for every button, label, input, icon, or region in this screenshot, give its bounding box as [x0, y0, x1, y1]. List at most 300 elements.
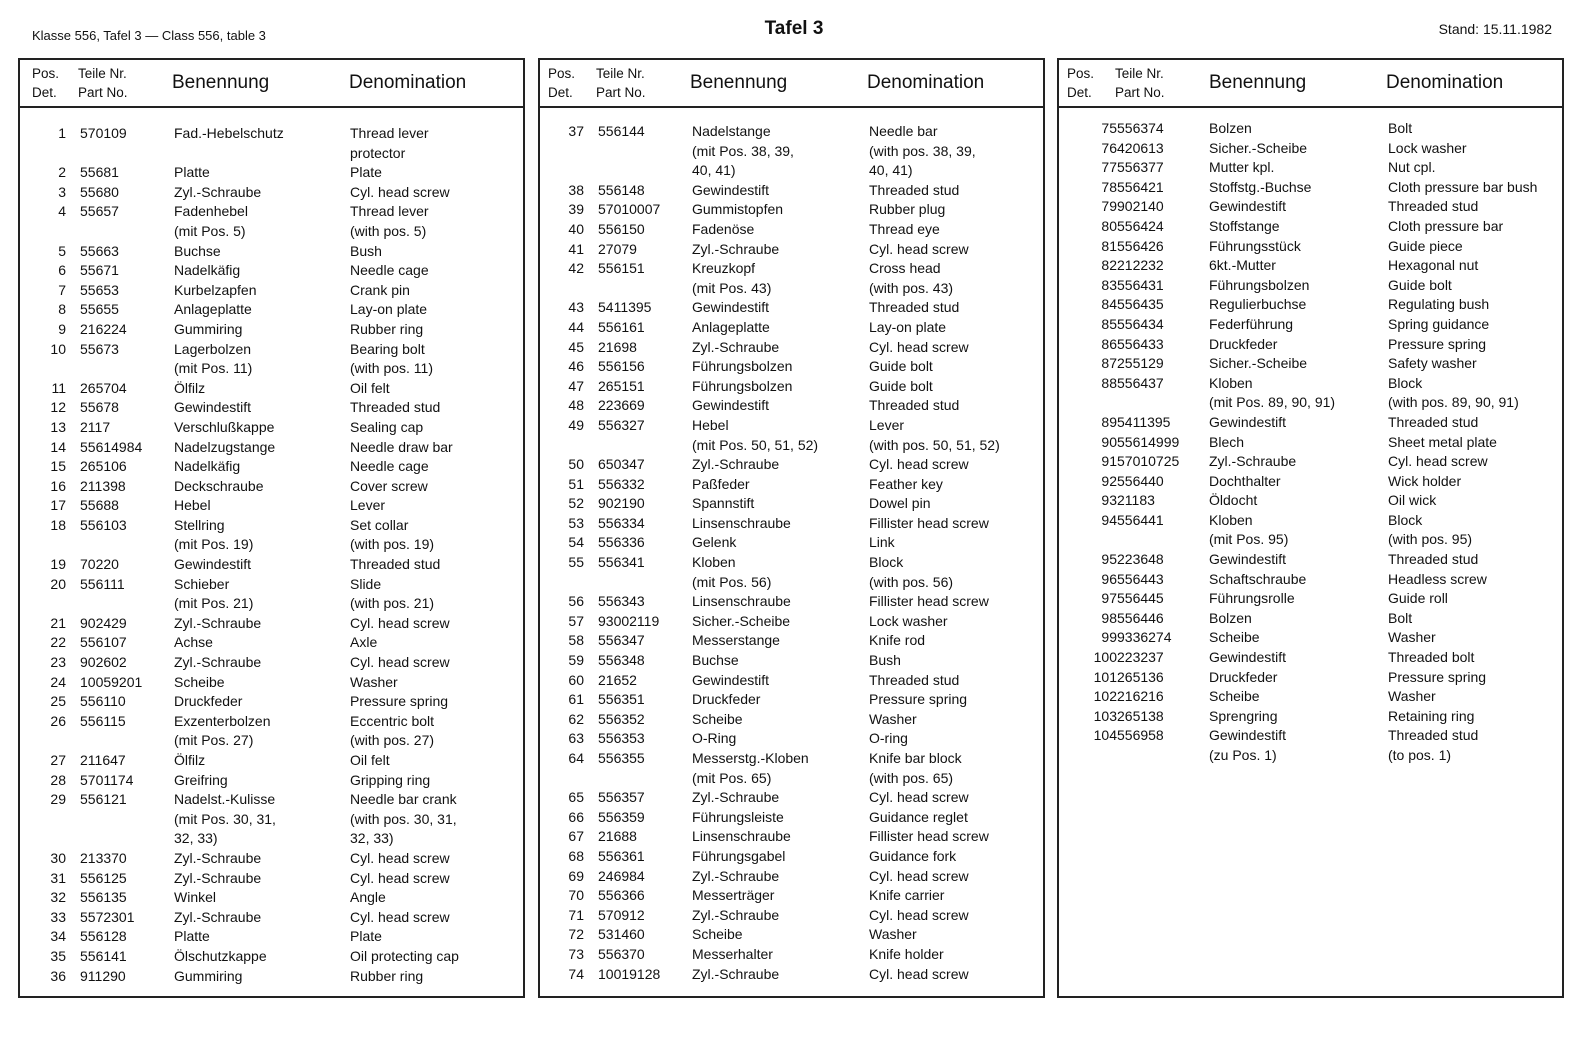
- pos-cell: 72: [568, 926, 584, 943]
- table-row: [540, 769, 1043, 789]
- denomination-cell: Knife carrier: [869, 887, 945, 904]
- denomination-cell: Wick holder: [1388, 472, 1462, 489]
- part-no-cell: 10059201: [80, 673, 143, 690]
- det-label: Det.: [32, 85, 57, 100]
- table-row: [20, 751, 523, 771]
- part-no-cell: 556353: [598, 730, 645, 747]
- table-row: [20, 731, 523, 751]
- denomination-cell: Guidance fork: [869, 847, 957, 864]
- benennung-cell: Blech: [1209, 433, 1245, 450]
- table-row: [1059, 746, 1562, 766]
- denomination-cell: Link: [869, 534, 895, 551]
- benennung-cell: Gelenk: [692, 534, 737, 551]
- pos-cell: 45: [568, 338, 584, 355]
- denomination-cell: Sealing cap: [350, 418, 424, 435]
- pos-cell: 62: [568, 710, 584, 727]
- part-no-cell: 556426: [1117, 237, 1164, 254]
- table-row: [540, 749, 1043, 769]
- table-row: [540, 612, 1043, 632]
- table-row: [20, 320, 523, 340]
- table-row: [540, 357, 1043, 377]
- part-no-cell: 556357: [598, 789, 645, 806]
- benennung-cell: Zyl.-Schraube: [174, 908, 262, 925]
- pos-cell: 77: [1101, 159, 1117, 176]
- benennung-cell: Gewindestift: [692, 299, 770, 316]
- pos-cell: 89: [1101, 413, 1117, 430]
- benennung-cell: O-Ring: [692, 730, 737, 747]
- benennung-cell: Gewindestift: [692, 397, 770, 414]
- benennung-cell: 32, 33): [174, 830, 218, 847]
- denomination-cell: Guide roll: [1388, 590, 1448, 607]
- pos-cell: 37: [568, 123, 584, 139]
- denomination-cell: (with pos. 11): [350, 360, 433, 377]
- part-no-cell: 556431: [1117, 276, 1164, 293]
- table-row: [20, 398, 523, 418]
- denomination-cell: Threaded stud: [869, 671, 960, 688]
- part-no-cell: 21698: [598, 338, 637, 355]
- denomination-cell: Thread lever: [350, 203, 429, 220]
- table-row: [20, 477, 523, 497]
- benennung-cell: Druckfeder: [1209, 668, 1278, 685]
- table-row: [20, 242, 523, 262]
- benennung-cell: (mit Pos. 95): [1209, 531, 1289, 548]
- pos-det-header: [548, 64, 575, 102]
- part-no-cell: 570109: [80, 125, 127, 141]
- benennung-cell: Ölfilz: [174, 752, 206, 768]
- benennung-cell: Deckschraube: [174, 477, 264, 494]
- pos-cell: 75: [1101, 120, 1117, 136]
- table-row: [1059, 237, 1562, 257]
- benennung-cell: Gummistopfen: [692, 201, 784, 218]
- denomination-cell: Block: [1388, 511, 1423, 528]
- denomination-cell: Cyl. head screw: [869, 456, 969, 473]
- benennung-cell: Zyl.-Schraube: [174, 614, 262, 631]
- part-no-cell: 556121: [80, 791, 127, 808]
- table-row: [1059, 256, 1562, 276]
- benennung-cell: 40, 41): [692, 162, 736, 179]
- pos-cell: 22: [50, 634, 66, 651]
- denomination-cell: (with pos. 19): [350, 536, 435, 553]
- denomination-cell: 32, 33): [350, 830, 394, 847]
- denomination-cell: Threaded stud: [1388, 551, 1479, 568]
- table-row: [20, 908, 523, 928]
- table-row: [20, 124, 523, 144]
- pos-cell: 43: [568, 299, 584, 316]
- benennung-cell: (mit Pos. 65): [692, 769, 772, 786]
- part-no-cell: 55655: [80, 301, 119, 318]
- part-no-cell: 902602: [80, 654, 127, 671]
- benennung-cell: Gummiring: [174, 320, 243, 337]
- denomination-cell: Threaded bolt: [1388, 649, 1475, 666]
- pos-cell: 65: [568, 789, 584, 806]
- pos-cell: 79: [1101, 198, 1117, 215]
- benennung-cell: Hebel: [174, 497, 211, 514]
- table-row: [20, 869, 523, 889]
- denomination-cell: Oil protecting cap: [350, 947, 459, 964]
- benennung-cell: Kreuzkopf: [692, 260, 756, 277]
- denomination-cell: Dowel pin: [869, 495, 931, 512]
- table-row: [540, 494, 1043, 514]
- part-no-header: [596, 64, 646, 102]
- part-no-cell: 5572301: [80, 908, 135, 925]
- part-no-cell: 9336274: [1117, 629, 1172, 646]
- benennung-cell: Schaftschraube: [1209, 570, 1307, 587]
- table-row: [540, 298, 1043, 318]
- denomination-cell: Knife rod: [869, 632, 926, 649]
- part-no-cell: 556424: [1117, 217, 1164, 234]
- pos-cell: 38: [568, 181, 584, 198]
- denomination-cell: Pressure spring: [869, 691, 968, 708]
- pos-cell: 1: [58, 125, 66, 141]
- denomination-cell: Washer: [350, 673, 398, 690]
- part-no-cell: 556355: [598, 750, 645, 766]
- denomination-cell: Needle draw bar: [350, 438, 453, 455]
- benennung-cell: Gewindestift: [692, 671, 770, 688]
- table-row: [540, 847, 1043, 867]
- benennung-cell: Zyl.-Schraube: [692, 906, 780, 923]
- denomination-cell: (with pos. 43): [869, 279, 954, 296]
- table-row: [1059, 726, 1562, 746]
- pos-cell: 46: [568, 358, 584, 375]
- pos-cell: 82: [1101, 257, 1117, 274]
- table-row: [1059, 452, 1562, 472]
- pos-cell: 15: [50, 458, 66, 475]
- benennung-cell: Gewindestift: [174, 399, 252, 416]
- denomination-cell: Threaded stud: [1388, 727, 1479, 744]
- part-no-cell: 5411395: [1117, 413, 1171, 430]
- table-row: [1059, 570, 1562, 590]
- table-row: [540, 965, 1043, 985]
- benennung-cell: Sicher.-Scheibe: [1209, 139, 1308, 156]
- denomination-cell: Threaded stud: [350, 556, 441, 573]
- part-no-cell: 556150: [598, 220, 645, 237]
- table-row: [20, 144, 523, 164]
- pos-cell: 29: [50, 791, 66, 808]
- benennung-cell: Federführung: [1209, 315, 1294, 332]
- pos-cell: 33: [50, 908, 66, 925]
- pos-cell: 60: [568, 671, 584, 688]
- table-row: [540, 142, 1043, 162]
- pos-cell: 74: [568, 965, 584, 982]
- pos-cell: 39: [568, 201, 584, 218]
- pos-cell: 81: [1101, 237, 1117, 254]
- denomination-cell: Cyl. head screw: [869, 338, 969, 355]
- part-no-cell: 556115: [80, 712, 126, 729]
- benennung-cell: Fad.-Hebelschutz: [174, 125, 284, 141]
- table-row: [1059, 374, 1562, 394]
- denomination-cell: Block: [869, 554, 904, 571]
- benennung-cell: Zyl.-Schraube: [692, 789, 780, 806]
- table-row: [540, 690, 1043, 710]
- table-row: [1059, 354, 1562, 374]
- teile-nr-label: Teile Nr.: [78, 66, 127, 81]
- benennung-cell: Schieber: [174, 575, 230, 592]
- part-no-cell: 5701174: [80, 771, 134, 788]
- benennung-cell: Messerstange: [692, 632, 780, 649]
- pos-cell: 85: [1101, 315, 1117, 332]
- table-row: [540, 220, 1043, 240]
- parts-table-1: [18, 58, 525, 998]
- table-row: [1059, 491, 1562, 511]
- table-row: [540, 553, 1043, 573]
- benennung-cell: Stoffstange: [1209, 217, 1280, 234]
- benennung-cell: Platte: [174, 164, 210, 181]
- benennung-cell: Zyl.-Schraube: [692, 338, 780, 355]
- benennung-cell: (mit Pos. 56): [692, 573, 772, 590]
- pos-cell: 87: [1101, 355, 1117, 372]
- pos-cell: 12: [50, 399, 66, 416]
- part-no-cell: 55614999: [1117, 433, 1180, 450]
- pos-cell: 86: [1101, 335, 1117, 352]
- table-row: [540, 906, 1043, 926]
- pos-cell: 54: [568, 534, 584, 551]
- pos-cell: 63: [568, 730, 584, 747]
- det-label: Det.: [1067, 85, 1092, 100]
- pos-cell: 91: [1101, 453, 1117, 470]
- pos-cell: 70: [568, 887, 584, 904]
- benennung-cell: (mit Pos. 11): [174, 360, 253, 377]
- denomination-cell: Plate: [350, 164, 382, 181]
- denomination-cell: Bearing bolt: [350, 340, 425, 357]
- part-no-cell: 556443: [1117, 570, 1164, 587]
- benennung-cell: Nadelkäfig: [174, 458, 241, 475]
- part-no-cell: 211647: [80, 752, 126, 768]
- table-row: [1059, 315, 1562, 335]
- part-no-cell: 216224: [80, 320, 127, 337]
- part-no-cell: 246984: [598, 867, 645, 884]
- pos-cell: 41: [568, 240, 584, 257]
- denomination-cell: Oil felt: [350, 752, 390, 768]
- benennung-cell: Nadelzugstange: [174, 438, 276, 455]
- benennung-cell: (mit Pos. 38, 39,: [692, 142, 794, 159]
- table-row: [540, 671, 1043, 691]
- denomination-cell: Rubber plug: [869, 201, 946, 218]
- benennung-cell: Kloben: [1209, 374, 1253, 391]
- pos-cell: 5: [58, 242, 66, 259]
- benennung-cell: Gewindestift: [1209, 198, 1287, 215]
- benennung-cell: (mit Pos. 50, 51, 52): [692, 436, 819, 453]
- document-subtitle: Klasse 556, Tafel 3 — Class 556, table 3: [32, 28, 266, 43]
- table-rows: [540, 122, 1043, 984]
- benennung-cell: (mit Pos. 43): [692, 279, 772, 296]
- denomination-cell: Cyl. head screw: [869, 867, 969, 884]
- table-row: [20, 183, 523, 203]
- pos-cell: 6: [58, 262, 66, 279]
- benennung-cell: Druckfeder: [174, 693, 243, 710]
- pos-cell: 100: [1093, 649, 1117, 666]
- denomination-cell: Washer: [869, 710, 917, 727]
- pos-cell: 14: [50, 438, 66, 455]
- pos-cell: 92: [1101, 472, 1117, 489]
- denomination-cell: Threaded stud: [869, 397, 960, 414]
- table-row: [20, 673, 523, 693]
- benennung-cell: Fadenöse: [692, 220, 755, 237]
- part-no-cell: 265136: [1117, 668, 1164, 685]
- benennung-cell: Fadenhebel: [174, 203, 248, 220]
- pos-cell: 51: [568, 475, 584, 492]
- benennung-cell: Hebel: [692, 416, 729, 433]
- benennung-cell: Bolzen: [1209, 120, 1252, 136]
- benennung-cell: Druckfeder: [692, 691, 761, 708]
- denomination-cell: Gripping ring: [350, 771, 431, 788]
- part-no-cell: 255129: [1117, 355, 1164, 372]
- part-no-cell: 902140: [1117, 198, 1164, 215]
- table-header: [1059, 60, 1562, 108]
- pos-cell: 21: [50, 614, 66, 631]
- benennung-cell: Führungsbolzen: [692, 358, 793, 375]
- denomination-cell: O-ring: [869, 730, 908, 747]
- part-no-cell: 556351: [598, 691, 645, 708]
- denomination-cell: (with pos. 27): [350, 732, 435, 749]
- part-no-cell: 556151: [598, 260, 645, 277]
- table-row: [540, 592, 1043, 612]
- table-row: [540, 436, 1043, 456]
- denomination-cell: Threaded stud: [869, 299, 960, 316]
- benennung-cell: Winkel: [174, 889, 217, 906]
- denomination-cell: Thread eye: [869, 220, 940, 237]
- table-row: [20, 163, 523, 183]
- denomination-cell: Pressure spring: [1388, 335, 1487, 352]
- pos-cell: 59: [568, 652, 584, 669]
- part-no-cell: 55678: [80, 399, 119, 416]
- table-row: [540, 475, 1043, 495]
- benennung-cell: Gewindestift: [1209, 413, 1287, 430]
- table-row: [1059, 648, 1562, 668]
- part-no-cell: 556421: [1117, 178, 1164, 195]
- pos-cell: 104: [1093, 727, 1117, 744]
- table-row: [1059, 413, 1562, 433]
- table-row: [20, 653, 523, 673]
- benennung-cell: (mit Pos. 30, 31,: [174, 810, 276, 827]
- part-no-cell: 55680: [80, 183, 119, 200]
- benennung-cell: Zyl.-Schraube: [174, 654, 262, 671]
- pos-cell: 3: [58, 183, 66, 200]
- pos-cell: 40: [568, 220, 584, 237]
- part-no-cell: 70220: [80, 556, 119, 573]
- part-no-cell: 265138: [1117, 707, 1164, 724]
- denomination-cell: Slide: [350, 575, 382, 592]
- benennung-cell: Linsenschraube: [692, 593, 791, 610]
- denomination-cell: Cyl. head screw: [869, 965, 969, 982]
- part-no-cell: 556366: [598, 887, 645, 904]
- benennung-cell: Ölfilz: [174, 379, 206, 396]
- pos-cell: 97: [1101, 590, 1117, 607]
- document-date: Stand: 15.11.1982: [1438, 21, 1552, 37]
- denomination-cell: Cyl. head screw: [350, 614, 450, 631]
- parts-table-3: [1057, 58, 1564, 998]
- table-row: [20, 516, 523, 536]
- table-row: [1059, 550, 1562, 570]
- denomination-cell: 40, 41): [869, 162, 913, 179]
- part-no-label: Part No.: [1115, 85, 1165, 100]
- part-no-cell: 2117: [80, 418, 111, 435]
- part-no-cell: 556107: [80, 634, 127, 651]
- part-no-cell: 570912: [598, 906, 645, 923]
- denomination-cell: Angle: [350, 889, 386, 906]
- table-header: [540, 60, 1043, 108]
- table-row: [1059, 668, 1562, 688]
- table-row: [540, 181, 1043, 201]
- part-no-cell: 556144: [598, 123, 645, 139]
- benennung-cell: Führungsgabel: [692, 847, 786, 864]
- table-row: [1059, 335, 1562, 355]
- part-no-cell: 556343: [598, 593, 645, 610]
- part-no-cell: 556327: [598, 416, 645, 433]
- benennung-cell: Zyl.-Schraube: [692, 867, 780, 884]
- benennung-cell: Gewindestift: [692, 181, 770, 198]
- benennung-cell: Zyl.-Schraube: [174, 849, 262, 866]
- benennung-cell: Buchse: [174, 242, 221, 259]
- denomination-cell: Eccentric bolt: [350, 712, 435, 729]
- part-no-cell: 556148: [598, 181, 645, 198]
- table-row: [1059, 178, 1562, 198]
- denomination-cell: Needle cage: [350, 458, 429, 475]
- denomination-cell: Cloth pressure bar bush: [1388, 178, 1538, 195]
- benennung-cell: Scheibe: [1209, 688, 1260, 705]
- part-no-cell: 27079: [598, 240, 637, 257]
- denomination-cell: Fillister head screw: [869, 514, 989, 531]
- part-no-cell: 55673: [80, 340, 119, 357]
- benennung-cell: Nadelst.-Kulisse: [174, 791, 276, 808]
- table-row: [540, 945, 1043, 965]
- benennung-cell: Exzenterbolzen: [174, 712, 271, 729]
- denomination-cell: Cyl. head screw: [350, 654, 450, 671]
- denomination-cell: Threaded stud: [1388, 413, 1479, 430]
- denomination-cell: (with pos. 50, 51, 52): [869, 436, 1000, 453]
- table-row: [20, 927, 523, 947]
- table-row: [540, 338, 1043, 358]
- benennung-cell: (mit Pos. 19): [174, 536, 254, 553]
- table-rows: [1059, 119, 1562, 766]
- table-row: [1059, 217, 1562, 237]
- pos-cell: 83: [1101, 276, 1117, 293]
- denomination-cell: Lock washer: [1388, 139, 1467, 156]
- pos-cell: 30: [50, 849, 66, 866]
- denomination-header: Denomination: [867, 72, 985, 93]
- denomination-cell: (with pos. 95): [1388, 531, 1473, 548]
- part-no-cell: 93002119: [598, 612, 660, 629]
- table-row: [20, 712, 523, 732]
- benennung-cell: Ölschutzkappe: [174, 947, 267, 964]
- page-title: Tafel 3: [764, 18, 824, 39]
- part-no-header: [78, 64, 128, 102]
- benennung-cell: Führungsleiste: [692, 808, 784, 825]
- pos-cell: 31: [50, 869, 66, 886]
- part-no-cell: 223669: [598, 397, 645, 414]
- denomination-cell: Needle bar crank: [350, 791, 457, 808]
- denomination-cell: Washer: [869, 926, 917, 943]
- benennung-cell: Linsenschraube: [692, 828, 791, 845]
- part-no-cell: 556437: [1117, 374, 1164, 391]
- table-row: [20, 614, 523, 634]
- benennung-header: Benennung: [690, 72, 788, 93]
- table-row: [540, 377, 1043, 397]
- denomination-cell: Thread lever: [350, 125, 429, 141]
- benennung-cell: Führungsstück: [1209, 237, 1301, 254]
- pos-cell: 32: [50, 889, 66, 906]
- table-row: [1059, 197, 1562, 217]
- denomination-cell: (with pos. 21): [350, 595, 435, 612]
- benennung-cell: 6kt.-Mutter: [1209, 257, 1276, 274]
- table-row: [1059, 119, 1562, 139]
- part-no-cell: 556370: [598, 945, 645, 962]
- table-row: [1059, 628, 1562, 648]
- part-no-cell: 265151: [598, 377, 645, 394]
- benennung-cell: Zyl.-Schraube: [174, 183, 262, 200]
- part-no-cell: 216216: [1117, 688, 1164, 705]
- table-row: [20, 633, 523, 653]
- denomination-cell: Lever: [350, 497, 386, 514]
